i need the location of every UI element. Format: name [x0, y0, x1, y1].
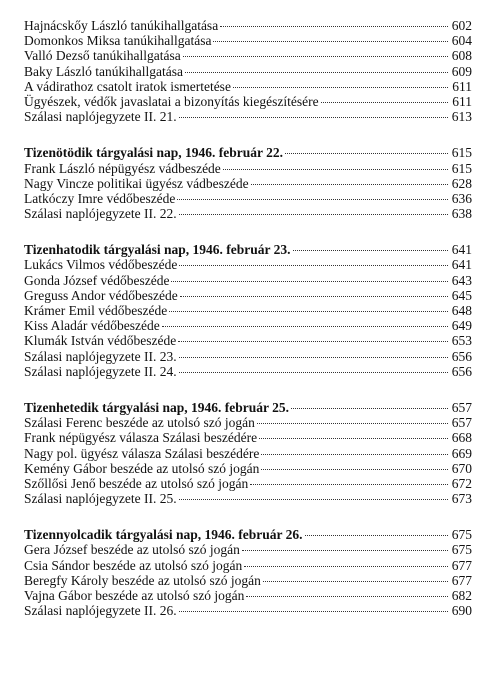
entry-title: Szálasi naplójegyzete II. 24.	[24, 363, 177, 379]
page-number: 613	[451, 109, 472, 125]
toc-entry	[24, 461, 472, 476]
dot-leader	[162, 326, 448, 327]
page-number: 611	[452, 93, 472, 109]
toc-entry	[24, 603, 472, 618]
entry-title: Frank népügyész válasza Szálasi beszédére	[24, 430, 258, 446]
heading-title: Tizenötödik tárgyalási nap, 1946. február 22.	[24, 145, 284, 161]
dot-leader	[233, 87, 448, 88]
dot-leader	[246, 596, 448, 597]
section-heading	[24, 242, 472, 257]
toc-entry	[24, 109, 472, 124]
heading-title: Tizenhatodik tárgyalási nap, 1946. február 23.	[24, 242, 291, 258]
dot-leader	[321, 102, 448, 103]
dot-leader	[291, 408, 448, 409]
page-number: 608	[451, 48, 472, 64]
entry-title: Szálasi naplójegyzete II. 25.	[24, 491, 177, 507]
page-number: 673	[451, 491, 472, 507]
page-number: 615	[451, 145, 472, 161]
toc-entry	[24, 257, 472, 272]
entry-title: Gonda József védőbeszéde	[24, 272, 170, 288]
page-number: 615	[451, 160, 472, 176]
page-number: 682	[451, 588, 472, 603]
entry-title: Szálasi naplójegyzete II. 22.	[24, 206, 177, 222]
page-number: 636	[451, 190, 472, 206]
page-number: 611	[452, 78, 472, 94]
toc-entry	[24, 588, 472, 603]
dot-leader	[305, 535, 448, 536]
toc-entry	[24, 161, 472, 176]
toc-entry	[24, 491, 472, 506]
dot-leader	[293, 250, 448, 251]
dot-leader	[259, 438, 448, 439]
section-heading	[24, 527, 472, 542]
toc-entry	[24, 176, 472, 191]
toc-section-continued	[24, 18, 472, 124]
page-number: 641	[451, 242, 472, 258]
dot-leader	[257, 423, 448, 424]
dot-leader	[244, 566, 448, 567]
page-number: 653	[451, 333, 472, 349]
section-heading	[24, 400, 472, 415]
entry-title: Latkóczy Imre védőbeszéde	[24, 190, 176, 206]
dot-leader	[261, 469, 448, 470]
page-number: 677	[451, 557, 472, 573]
dot-leader	[178, 341, 448, 342]
entry-title: Ügyészek, védők javaslatai a bizonyítás kiegészítésére	[24, 93, 319, 109]
page-number: 675	[451, 527, 472, 543]
toc-entry	[24, 333, 472, 348]
page-number: 645	[451, 287, 472, 303]
toc-entry	[24, 349, 472, 364]
entry-title: Szálasi Ferenc beszéde az utolsó szó jogán	[24, 415, 255, 431]
page-number: 643	[451, 272, 472, 288]
toc-entry	[24, 573, 472, 588]
dot-leader	[169, 311, 448, 312]
entry-title: Szőllősi Jenő beszéde az utolsó szó jogán	[24, 475, 249, 491]
entry-title: A vádirathoz csatolt iratok ismertetése	[24, 78, 231, 94]
page-number: 638	[451, 206, 472, 222]
entry-title: Szálasi naplójegyzete II. 21.	[24, 109, 177, 125]
dot-leader	[223, 169, 448, 170]
entry-title: Szálasi naplójegyzete II. 26.	[24, 603, 177, 619]
toc-section-day-17	[24, 400, 472, 506]
toc-entry	[24, 18, 472, 33]
page-number: 668	[451, 430, 472, 446]
toc-entry	[24, 364, 472, 379]
page-number: 602	[451, 18, 472, 33]
entry-title: Greguss Andor védőbeszéde	[24, 287, 178, 303]
page-number: 656	[451, 348, 472, 364]
entry-title: Beregfy Károly beszéde az utolsó szó jogán	[24, 572, 261, 588]
toc-entry	[24, 476, 472, 491]
toc-entry	[24, 415, 472, 430]
toc-entry	[24, 79, 472, 94]
toc-entry	[24, 191, 472, 206]
page-number: 657	[451, 399, 472, 415]
entry-title: Krámer Emil védőbeszéde	[24, 303, 168, 318]
table-of-contents	[24, 18, 472, 639]
dot-leader	[220, 26, 448, 27]
toc-entry	[24, 558, 472, 573]
dot-leader	[179, 265, 448, 266]
toc-entry	[24, 430, 472, 445]
toc-section-day-15	[24, 145, 472, 221]
entry-title: Domonkos Miksa tanúkihallgatása	[24, 33, 212, 49]
toc-entry	[24, 273, 472, 288]
dot-leader	[251, 184, 448, 185]
entry-title: Lukács Vilmos védőbeszéde	[24, 257, 178, 273]
page-number: 672	[451, 475, 472, 491]
toc-entry	[24, 94, 472, 109]
entry-title: Kiss Aladár védőbeszéde	[24, 318, 160, 334]
heading-title: Tizenhetedik tárgyalási nap, 1946. február 25.	[24, 399, 290, 415]
toc-entry	[24, 318, 472, 333]
entry-title: Nagy pol. ügyész válasza Szálasi beszédére	[24, 445, 260, 461]
dot-leader	[250, 484, 448, 485]
page-number: 657	[451, 415, 472, 431]
dot-leader	[179, 357, 448, 358]
page-number: 675	[451, 542, 472, 558]
toc-entry	[24, 48, 472, 63]
page-number: 641	[451, 257, 472, 273]
dot-leader	[179, 117, 448, 118]
dot-leader	[261, 454, 448, 455]
toc-entry	[24, 446, 472, 461]
toc-entry	[24, 542, 472, 557]
dot-leader	[171, 281, 448, 282]
toc-entry	[24, 288, 472, 303]
dot-leader	[263, 581, 448, 582]
dot-leader	[179, 611, 448, 612]
section-heading	[24, 145, 472, 160]
entry-title: Gera József beszéde az utolsó szó jogán	[24, 542, 240, 558]
dot-leader	[285, 153, 448, 154]
page-number: 609	[451, 63, 472, 79]
entry-title: Baky László tanúkihallgatása	[24, 63, 183, 79]
page-number: 669	[451, 445, 472, 461]
dot-leader	[179, 499, 448, 500]
toc-entry	[24, 206, 472, 221]
page-number: 677	[451, 572, 472, 588]
toc-entry	[24, 303, 472, 318]
heading-title: Tizennyolcadik tárgyalási nap, 1946. február 26.	[24, 527, 303, 543]
page-number: 670	[451, 460, 472, 476]
page-number: 656	[451, 363, 472, 379]
dot-leader	[177, 199, 448, 200]
dot-leader	[180, 296, 448, 297]
page-number: 649	[451, 318, 472, 334]
page-number: 628	[451, 175, 472, 191]
entry-title: Kemény Gábor beszéde az utolsó szó jogán	[24, 460, 260, 476]
entry-title: Frank László népügyész vádbeszéde	[24, 160, 221, 176]
entry-title: Csia Sándor beszéde az utolsó szó jogán	[24, 557, 243, 573]
page-number: 690	[451, 603, 472, 619]
dot-leader	[242, 550, 448, 551]
entry-title: Valló Dezső tanúkihallgatása	[24, 48, 181, 64]
entry-title: Vajna Gábor beszéde az utolsó szó jogán	[24, 588, 245, 603]
toc-entry	[24, 64, 472, 79]
entry-title: Szálasi naplójegyzete II. 23.	[24, 348, 177, 364]
entry-title: Klumák István védőbeszéde	[24, 333, 177, 349]
dot-leader	[183, 56, 448, 57]
page-number: 604	[451, 33, 472, 49]
dot-leader	[179, 214, 448, 215]
toc-section-day-18	[24, 527, 472, 618]
dot-leader	[213, 41, 448, 42]
dot-leader	[179, 372, 448, 373]
entry-title: Hajnácskőy László tanúkihallgatása	[24, 18, 219, 33]
dot-leader	[185, 72, 448, 73]
toc-entry	[24, 33, 472, 48]
page-number: 648	[451, 303, 472, 318]
toc-section-day-16	[24, 242, 472, 379]
entry-title: Nagy Vincze politikai ügyész vádbeszéde	[24, 175, 249, 191]
